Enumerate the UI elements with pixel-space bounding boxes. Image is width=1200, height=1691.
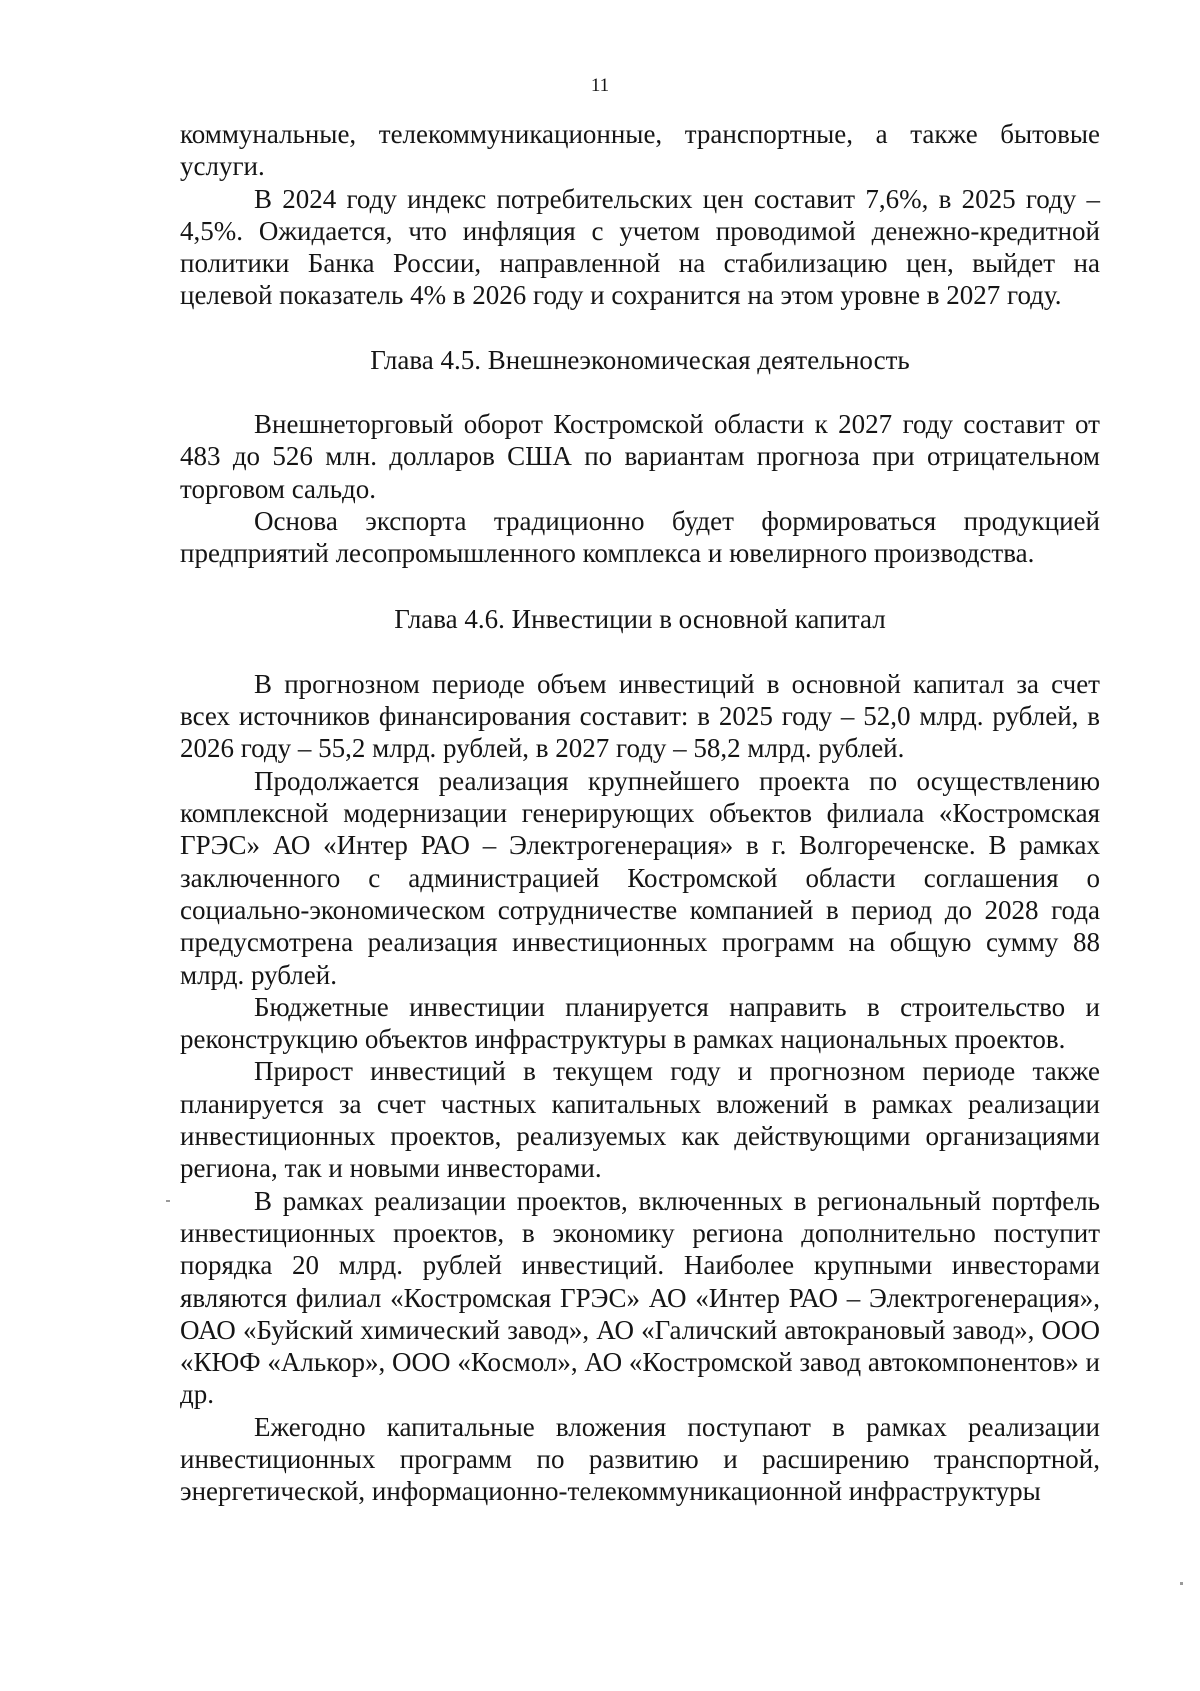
page-number: 11 xyxy=(590,75,610,96)
paragraph-gres-project: Продолжается реализация крупнейшего проекта по осуществлению комплексной модернизации генерирующих объектов филиала «Костромская ГРЭС» АО «Интер РАО – Электрогенерация» в г. Волгореченске. В рамках заключенного с администрацией Костромской области соглашения о социально-экономическом сотрудничестве компанией в период до 2028 года предусмотрена реализация инвестиционных программ на общую сумму 88 млрд. рублей. xyxy=(180,765,1100,990)
document-body xyxy=(180,118,1100,1508)
paragraph-continued: коммунальные, телекоммуникационные, транспортные, а также бытовые услуги. xyxy=(180,119,1100,182)
scan-speck xyxy=(166,1200,170,1202)
paragraph-investment-volume: В прогнозном периоде объем инвестиций в основной капитал за счет всех источников финансирования составит: в 2025 году – 52,0 млрд. рублей, в 2026 году – 55,2 млрд. рублей, в 2027 году – 58,2 млрд. рублей. xyxy=(180,668,1100,764)
scan-speck xyxy=(1180,1582,1183,1585)
paragraph-trade-turnover: Внешнеторговый оборот Костромской области к 2027 году составит от 483 до 526 млн. долларов США по вариантам прогноза при отрицательном торговом сальдо. xyxy=(180,409,1100,504)
section-heading-foreign-trade: Глава 4.5. Внешнеэкономическая деятельность xyxy=(370,344,910,375)
paragraph-annual-capital: Ежегодно капитальные вложения поступают в рамках реализации инвестиционных программ по развитию и расширению транспортной, энергетической, информационно-телекоммуникационной инфраструктуры xyxy=(180,1411,1100,1507)
paragraph-inflation: В 2024 году индекс потребительских цен составит 7,6%, в 2025 году – 4,5%. Ожидается, что инфляция с учетом проводимой денежно-кредитной политики Банка России, направленной на стабилизацию цен, выйдет на целевой показатель 4% в 2026 году и сохранится на этом уровне в 2027 году. xyxy=(180,183,1100,311)
paragraph-export-base: Основа экспорта традиционно будет формироваться продукцией предприятий лесопромышленного комплекса и ювелирного производства. xyxy=(180,505,1100,569)
section-heading-investments: Глава 4.6. Инвестиции в основной капитал xyxy=(394,603,886,634)
paragraph-budget-investments: Бюджетные инвестиции планируется направить в строительство и реконструкцию объектов инфраструктуры в рамках национальных проектов. xyxy=(180,991,1100,1055)
paragraph-private-investments: Прирост инвестиций в текущем году и прогнозном периоде также планируется за счет частных капитальных вложений в рамках реализации инвестиционных проектов, реализуемых как действующими организациями региона, так и новыми инвесторами. xyxy=(180,1056,1100,1184)
paragraph-investors: В рамках реализации проектов, включенных в региональный портфель инвестиционных проектов, в экономику региона дополнительно поступит порядка 20 млрд. рублей инвестиций. Наиболее крупными инвесторами являются филиал «Костромская ГРЭС» АО «Интер РАО – Электрогенерация», ОАО «Буйский химический завод», АО «Галичский автокрановый завод», ООО «КЮФ «Алькор», ООО «Космол», АО «Костромской завод автокомпонентов» и др. xyxy=(180,1185,1100,1410)
